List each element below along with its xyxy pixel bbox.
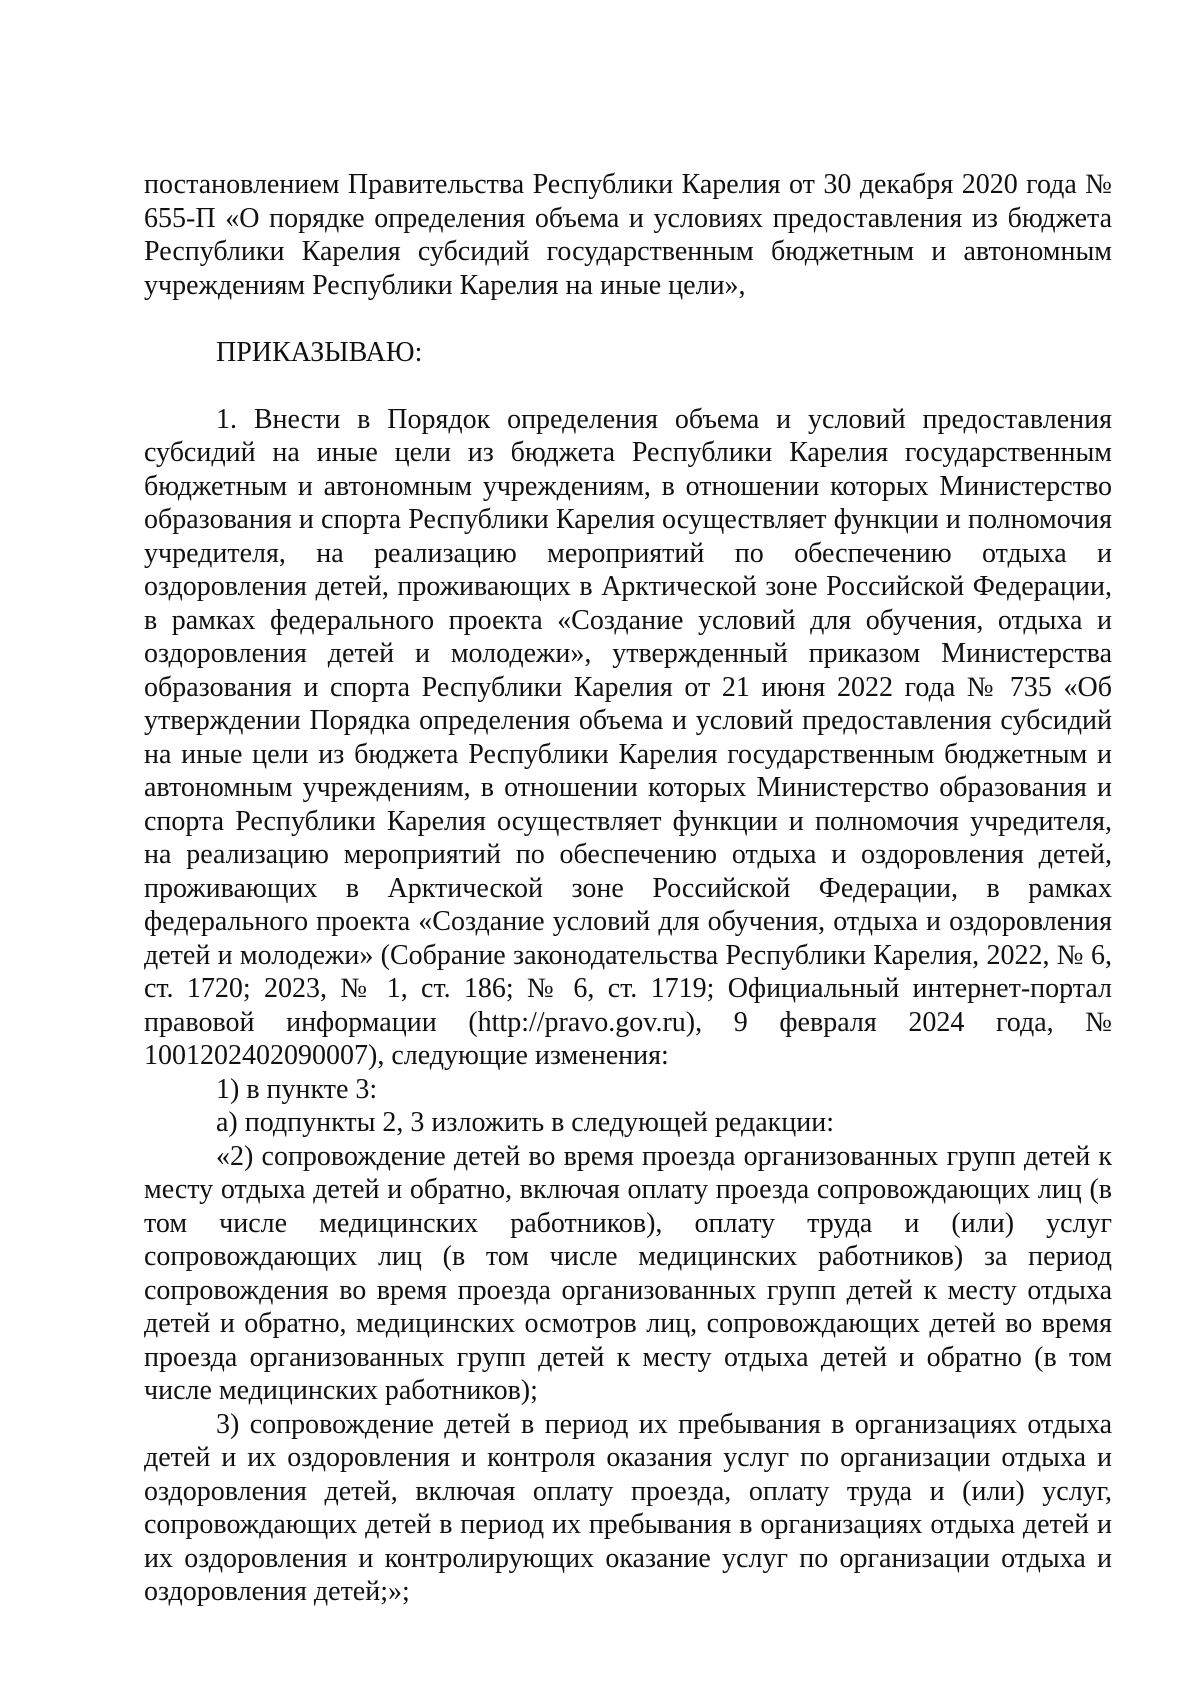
document-body: [144, 168, 1112, 1609]
item-1-paragraph: 1. Внести в Порядок определения объема и условий предоставления субсидий на иные цели из бюджета Республики Карелия государственным бюджетным и автономным учреждениям, в отношении которых Министерство образования и спорта Республики Карелия осуществляет функции и полномочия учредителя, на реализацию мероприятий по обеспечению отдыха и оздоровления детей, проживающих в Арктической зоне Российской Федерации, в рамках федерального проекта «Создание условий для обучения, отдыха и оздоровления детей и молодежи», утвержденный приказом Министерства образования и спорта Республики Карелия от 21 июня 2022 года № 735 «Об утверждении Порядка определения объема и условий предоставления субсидий на иные цели из бюджета Республики Карелия государственным бюджетным и автономным учреждениям, в отношении которых Министерство образования и спорта Республики Карелия осуществляет функции и полномочия учредителя, на реализацию мероприятий по обеспечению отдыха и оздоровления детей, проживающих в Арктической зоне Российской Федерации, в рамках федерального проекта «Создание условий для обучения, отдыха и оздоровления детей и молодежи» (Собрание законодательства Республики Карелия, 2022, № 6, ст. 1720; 2023, № 1, ст. 186; № 6, ст. 1719; Официальный интернет-портал правовой информации (http://pravo.gov.ru), 9 февраля 2024 года, № 1001202402090007), следующие изменения:: [144, 403, 1112, 1071]
subitem-a-paragraph: а) подпункты 2, 3 изложить в следующей редакции:: [216, 1107, 834, 1138]
subitem-1-paragraph: 1) в пункте 3:: [216, 1073, 378, 1105]
clause-2-paragraph: «2) сопровождение детей во время проезда организованных групп детей к месту отдыха детей и обратно, включая оплату проезда сопровождающих лиц (в том числе медицинских работников), оплату труда и (или) услуг сопровождающих лиц (в том числе медицинских работников) за период сопровождения во время проезда организованных групп детей к месту отдыха детей и обратно, медицинских осмотров лиц, сопровождающих детей во время проезда организованных групп детей к месту отдыха детей и обратно (в том числе медицинских работников);: [144, 1140, 1112, 1406]
preamble-paragraph: постановлением Правительства Республики Карелия от 30 декабря 2020 года № 655-П «О порядке определения объема и условиях предоставления из бюджета Республики Карелия субсидий государственным бюджетным и автономным учреждениям Республики Карелия на иные цели»,: [144, 169, 1112, 301]
order-heading: ПРИКАЗЫВАЮ:: [216, 336, 423, 368]
clause-3-paragraph: 3) сопровождение детей в период их пребывания в организациях отдыха детей и их оздоровления и контроля оказания услуг по организации отдыха и оздоровления детей, включая оплату проезда, оплату труда и (или) услуг, сопровождающих детей в период их пребывания в организациях отдыха детей и их оздоровления и контролирующих оказание услуг по организации отдыха и оздоровления детей;»;: [144, 1408, 1112, 1607]
